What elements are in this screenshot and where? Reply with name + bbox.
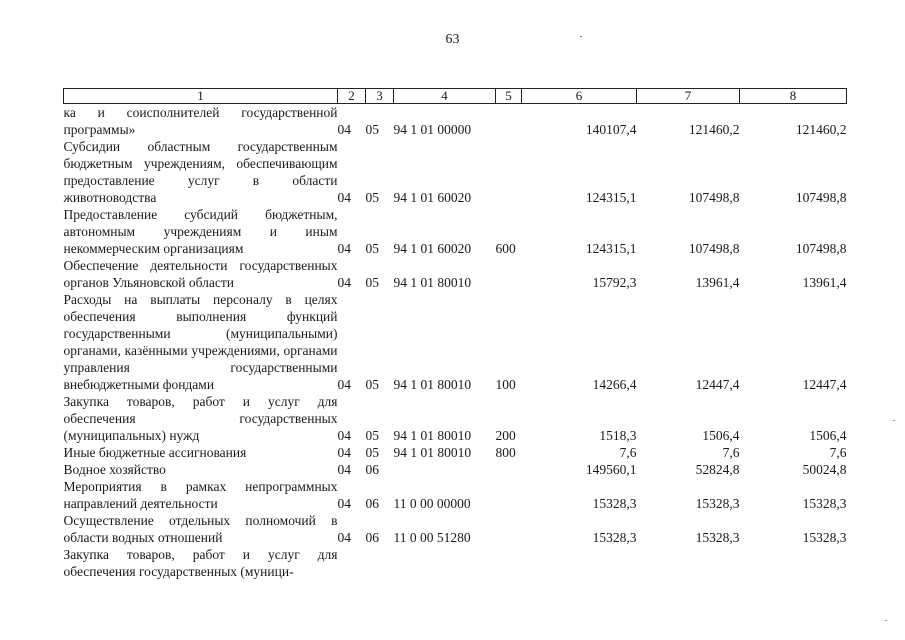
col-8-header: 8 [740,89,847,104]
row-amount-2: 12447,4 [695,377,740,392]
column-number-header [64,89,847,104]
row-subsection: 06 [365,462,379,477]
table-row [64,393,847,444]
row-expense-type [496,546,522,580]
scan-speck [893,420,895,421]
table-row [64,206,847,257]
row-name: Иные бюджетные ассигнования [63,445,247,460]
row-subsection: 05 [365,122,379,137]
col-7-header: 7 [637,89,740,104]
row-amount-3: 7,6 [829,445,847,460]
row-target-article: 94 1 01 80010 [393,275,472,290]
row-name: Водное хозяйство [63,462,166,477]
row-section: 04 [337,462,351,477]
row-subsection: 06 [365,496,379,511]
row-amount-3: 121460,2 [795,122,847,137]
row-target-article [394,461,496,478]
row-amount-1: 15328,3 [592,530,637,545]
row-amount-2: 7,6 [722,445,740,460]
row-section: 04 [337,377,351,392]
row-amount-1: 140107,4 [585,122,637,137]
row-name: Субсидии областным государственным бюджетным учреждениям, обеспечивающим предоставление услуг в области животноводства [63,139,338,205]
row-expense-type: 600 [495,241,516,256]
row-expense-type: 200 [495,428,516,443]
row-name: Закупка товаров, работ и услуг для обеспечения государственных (муници- [63,547,338,579]
row-amount-1 [522,546,637,580]
row-name: Предоставление субсидий бюджетным, автономным учреждениям и иным некоммерческим организациям [63,207,338,256]
row-name: Осуществление отдельных полномочий в области водных отношений [63,513,338,545]
row-target-article: 11 0 00 00000 [393,496,471,511]
row-name: Мероприятия в рамках непрограммных направлений деятельности [63,479,338,511]
row-amount-2: 15328,3 [695,496,740,511]
row-amount-3 [740,546,847,580]
table-row [64,478,847,512]
table-row [64,444,847,461]
table-row [64,104,847,139]
row-amount-1: 15792,3 [592,275,637,290]
page-number: 63 [445,32,460,47]
row-target-article: 94 1 01 80010 [393,377,472,392]
row-amount-1: 149560,1 [585,462,637,477]
row-subsection: 06 [365,530,379,545]
row-expense-type [496,138,522,206]
row-target-article [394,546,496,580]
row-subsection: 05 [365,377,379,392]
row-section: 04 [337,241,351,256]
row-target-article: 11 0 00 51280 [393,530,471,545]
row-expense-type [496,257,522,291]
col-1-header: 1 [64,89,338,104]
row-expense-type [496,104,522,139]
table-row [64,257,847,291]
row-amount-2: 107498,8 [688,190,740,205]
row-subsection: 05 [365,445,379,460]
row-amount-1: 7,6 [619,445,637,460]
row-amount-2: 121460,2 [688,122,740,137]
row-amount-3: 15328,3 [802,530,847,545]
row-name: ка и соисполнителей государственной программы» [63,105,338,137]
row-amount-3: 50024,8 [802,462,847,477]
row-amount-3: 13961,4 [802,275,847,290]
scan-speck [885,620,887,621]
row-section: 04 [337,275,351,290]
row-expense-type [496,512,522,546]
row-expense-type: 800 [495,445,516,460]
row-name: Обеспечение деятельности государственных органов Ульяновской области [63,258,338,290]
row-amount-2: 52824,8 [695,462,740,477]
row-expense-type [496,478,522,512]
row-section: 04 [337,445,351,460]
budget-table [63,88,847,580]
row-amount-3: 12447,4 [802,377,847,392]
row-amount-3: 15328,3 [802,496,847,511]
row-section: 04 [337,190,351,205]
row-amount-1: 15328,3 [592,496,637,511]
table-row [64,138,847,206]
scan-speck [580,36,582,37]
row-amount-2 [637,546,740,580]
row-section [338,546,366,580]
row-target-article: 94 1 01 80010 [393,428,472,443]
row-target-article: 94 1 01 80010 [393,445,472,460]
table-row [64,546,847,580]
row-amount-1: 124315,1 [585,241,637,256]
col-6-header: 6 [522,89,637,104]
table-row [64,291,847,393]
row-subsection [366,546,394,580]
row-amount-3: 1506,4 [809,428,847,443]
row-amount-3: 107498,8 [795,241,847,256]
row-expense-type [496,461,522,478]
row-section: 04 [337,428,351,443]
row-section: 04 [337,530,351,545]
row-amount-3: 107498,8 [795,190,847,205]
col-2-header: 2 [338,89,366,104]
col-3-header: 3 [366,89,394,104]
row-subsection: 05 [365,241,379,256]
row-section: 04 [337,496,351,511]
table-row [64,512,847,546]
row-target-article: 94 1 01 60020 [393,190,472,205]
row-subsection: 05 [365,275,379,290]
row-amount-2: 107498,8 [688,241,740,256]
col-5-header: 5 [496,89,522,104]
table-row [64,461,847,478]
col-4-header: 4 [394,89,496,104]
row-name: Закупка товаров, работ и услуг для обеспечения государственных (муниципальных) нужд [63,394,338,443]
row-amount-2: 1506,4 [702,428,740,443]
row-amount-2: 13961,4 [695,275,740,290]
row-amount-2: 15328,3 [695,530,740,545]
row-amount-1: 1518,3 [599,428,637,443]
row-section: 04 [337,122,351,137]
row-target-article: 94 1 01 00000 [393,122,472,137]
row-amount-1: 124315,1 [585,190,637,205]
row-amount-1: 14266,4 [592,377,637,392]
row-target-article: 94 1 01 60020 [393,241,472,256]
row-expense-type: 100 [495,377,516,392]
row-name: Расходы на выплаты персоналу в целях обеспечения выполнения функций государственными (муниципальными) органами, казёнными учреждениями, органами управления государственными внебюджетными фондами [63,292,338,392]
row-subsection: 05 [365,190,379,205]
row-subsection: 05 [365,428,379,443]
